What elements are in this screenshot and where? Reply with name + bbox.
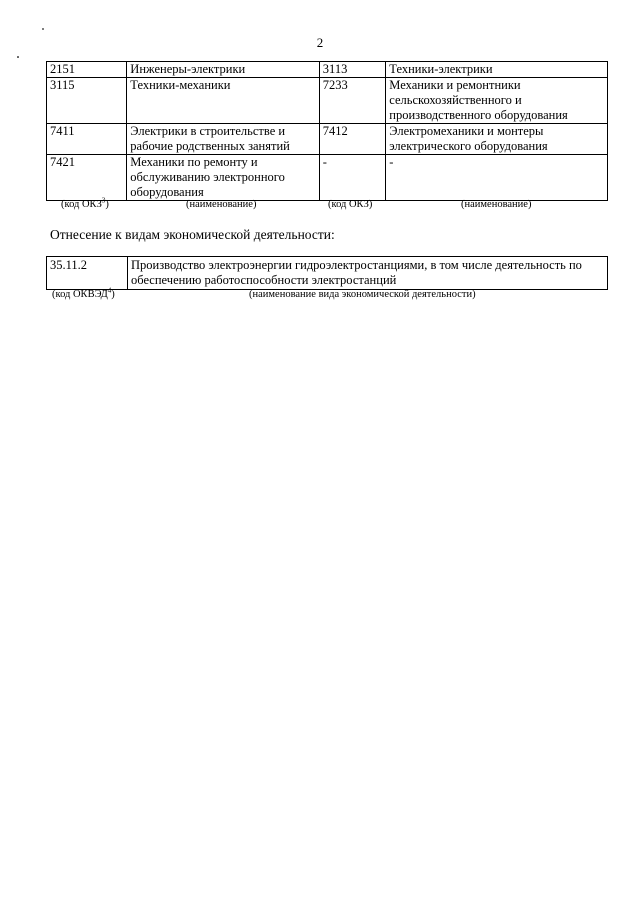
table-row <box>47 78 608 124</box>
okved-code-caption: (код ОКВЭД$^4$) <box>52 286 115 300</box>
okz-code-cell: 2151 <box>47 62 127 78</box>
occupations-table <box>46 61 608 201</box>
table-row <box>47 155 608 201</box>
okz-code-cell: 7233 <box>319 78 386 124</box>
okved-code-cell: 35.11.2 <box>47 257 128 290</box>
okz-code-cell: - <box>319 155 386 201</box>
table-row <box>47 124 608 155</box>
name-caption: (наименование) <box>461 199 532 210</box>
activity-name-caption: (наименование вида экономической деятельности) <box>249 289 476 300</box>
okz-code-caption: (код ОКЗ) <box>328 199 373 210</box>
occupation-name-cell: Механики по ремонту и обслуживанию электронного оборудования <box>127 155 319 201</box>
occupation-name-cell: Электромеханики и монтеры электрического оборудования <box>386 124 608 155</box>
occupation-name-cell: Электрики в строительстве и рабочие родственных занятий <box>127 124 319 155</box>
scan-speck <box>17 56 19 58</box>
occupation-name-cell: Инженеры-электрики <box>127 62 319 78</box>
occupation-name-cell: - <box>386 155 608 201</box>
okz-code-cell: 7411 <box>47 124 127 155</box>
occupation-name-cell: Механики и ремонтники сельскохозяйственного и производственного оборудования <box>386 78 608 124</box>
table-row <box>47 62 608 78</box>
activity-table <box>46 256 608 290</box>
scan-speck <box>42 28 44 30</box>
okz-code-cell: 3113 <box>319 62 386 78</box>
page-number: 2 <box>316 35 324 50</box>
table-row <box>47 257 608 290</box>
okz-code-cell: 3115 <box>47 78 127 124</box>
okz-code-caption: (код ОКЗ$^3$) <box>61 196 109 210</box>
occupation-name-cell: Техники-электрики <box>386 62 608 78</box>
okz-code-cell: 7421 <box>47 155 127 201</box>
activity-name-cell: Производство электроэнергии гидроэлектростанциями, в том числе деятельность по обеспечению работоспособности электростанций <box>128 257 608 290</box>
section-heading: Отнесение к видам экономической деятельности: <box>50 227 335 242</box>
okz-code-cell: 7412 <box>319 124 386 155</box>
occupation-name-cell: Техники-механики <box>127 78 319 124</box>
name-caption: (наименование) <box>186 199 257 210</box>
